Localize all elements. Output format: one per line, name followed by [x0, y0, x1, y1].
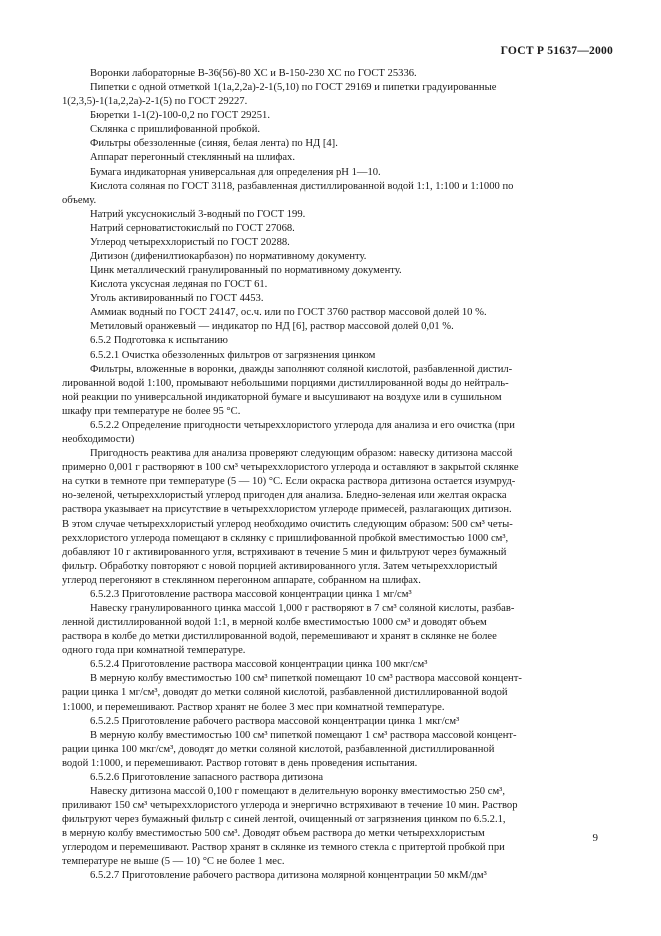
text-line: 1(2,3,5)-1(1а,2,2а)-2-1(5) по ГОСТ 29227.: [62, 96, 248, 108]
text-line: необходимости): [62, 434, 135, 446]
text-line: В мерную колбу вместимостью 100 см³ пипеткой помещают 10 см³ раствора массовой концент-: [90, 673, 522, 685]
text-line: рации цинка 100 мкг/см³, доводят до метки соляной кислотой, разбавленной дистиллированной: [62, 743, 495, 755]
text-line: фильтруют через бумажный фильтр с синей лентой, очищенный от загрязнения цинком по 6.5.2.1,: [62, 814, 506, 826]
text-line: 6.5.2.1 Очистка обеззоленных фильтров от загрязнения цинком: [90, 349, 376, 361]
text-line: лированной водой 1:100, промывают небольшими порциями дистиллированной воды до нейтраль-: [62, 377, 509, 389]
text-line: Дитизон (дифенилтиокарбазон) по нормативному документу.: [90, 251, 367, 263]
text-line: раствора в колбе до метки дистиллированной водой, перемешивают и хранят в склянке не более: [62, 631, 497, 643]
text-line: Бюретки 1-1(2)-100-0,2 по ГОСТ 29251.: [90, 110, 270, 122]
text-line: Уголь активированный по ГОСТ 4453.: [90, 293, 264, 305]
text-line: 1:1000, и перемешивают. Раствор хранят не более 3 мес при комнатной температуре.: [62, 701, 445, 713]
text-line: 6.5.2 Подготовка к испытанию: [90, 335, 228, 347]
text-line: углеродом и перемешивают. Раствор хранят в склянке из темного стекла с притертой пробкой при: [62, 842, 505, 854]
text-line: реххлористого углерода помещают в склянку с пришлифованной пробкой вместимостью 1000 см³,: [62, 532, 509, 544]
text-line: ной реакции по универсальной индикаторной бумаге и высушивают на воздухе или в сушильном: [62, 391, 502, 403]
text-line: Аппарат перегонный стеклянный на шлифах.: [90, 152, 295, 164]
text-line: но-зеленой, четыреххлористый углерод пригоден для анализа. Бледно-зеленая или желтая окраска: [62, 490, 507, 502]
text-line: Навеску дитизона массой 0,100 г помещают в делительную воронку вместимостью 250 см³,: [90, 785, 505, 797]
document-body: [62, 67, 600, 884]
text-line: Пипетки с одной отметкой 1(1а,2,2а)-2-1(5,10) по ГОСТ 29169 и пипетки градуированные: [90, 82, 497, 94]
text-line: Углерод четыреххлористый по ГОСТ 20288.: [90, 236, 290, 248]
text-line: приливают 150 см³ четыреххлористого углерода и энергично встряхивают в течение 10 мин. Раствор: [62, 800, 518, 812]
text-line: добавляют 10 г активированного угля, встряхивают в течение 5 мин и фильтруют через бумажный: [62, 546, 507, 558]
text-line: на сутки в темноте при температуре (5 — 10) °С. Если окраска раствора дитизона остается изумруд-: [62, 476, 516, 488]
text-line: Цинк металлический гранулированный по нормативному документу.: [90, 265, 402, 277]
text-line: углерод перегоняют в стеклянном перегонном аппарате, собранном на шлифах.: [62, 574, 421, 586]
text-line: рации цинка 1 мг/см³, доводят до метки соляной кислотой, разбавленной дистиллированной водой: [62, 687, 508, 699]
text-line: Склянка с пришлифованной пробкой.: [90, 124, 261, 136]
standard-designation: ГОСТ Р 51637—2000: [500, 44, 613, 57]
text-line: Метиловый оранжевый — индикатор по НД [6], раствор массовой долей 0,01 %.: [90, 321, 454, 333]
text-line: в мерную колбу вместимостью 500 см³. Доводят объем раствора до метки четыреххлористым: [62, 828, 485, 840]
text-line: шкафу при температуре не более 95 °С.: [62, 405, 241, 417]
text-line: Кислота соляная по ГОСТ 3118, разбавленная дистиллированной водой 1:1, 1:100 и 1:1000 по: [90, 180, 514, 192]
text-line: 6.5.2.3 Приготовление раствора массовой концентрации цинка 1 мг/см³: [90, 588, 412, 600]
text-line: объему.: [62, 194, 97, 206]
text-line: Воронки лабораторные В-36(56)-80 ХС и В-150-230 ХС по ГОСТ 25336.: [90, 68, 417, 79]
text-line: Фильтры, вложенные в воронки, дважды заполняют соляной кислотой, разбавленной дистил-: [90, 363, 513, 375]
text-line: Аммиак водный по ГОСТ 24147, ос.ч. или по ГОСТ 3760 раствор массовой долей 10 %.: [90, 307, 487, 319]
text-line: Пригодность реактива для анализа проверяют следующим образом: навеску дитизона массой: [90, 448, 513, 460]
text-line: Натрий уксуснокислый 3-водный по ГОСТ 199.: [90, 208, 306, 220]
page-number: 9: [592, 832, 598, 844]
text-line: водой 1:1000, и перемешивают. Раствор готовят в день проведения испытания.: [62, 757, 418, 769]
text-line: температуре не выше (5 — 10) °С не более 1 мес.: [62, 856, 285, 868]
text-line: Фильтры обеззоленные (синяя, белая лента) по НД [4].: [90, 138, 338, 150]
text-line: 6.5.2.2 Определение пригодности четыреххлористого углерода для анализа и его очистка (при: [90, 419, 515, 431]
text-line: 6.5.2.5 Приготовление рабочего раствора массовой концентрации цинка 1 мкг/см³: [90, 715, 460, 727]
text-line: ленной дистиллированной водой 1:1, в мерной колбе вместимостью 1000 см³ и доводят объем: [62, 617, 487, 629]
text-line: примерно 0,001 г растворяют в 100 см³ четыреххлористого углерода и оставляют в закрытой склянке: [62, 462, 519, 474]
text-line: 6.5.2.6 Приготовление запасного раствора дитизона: [90, 771, 324, 783]
text-line: 6.5.2.7 Приготовление рабочего раствора дитизона молярной концентрации 50 мкМ/дм³: [90, 870, 487, 882]
text-line: В этом случае четыреххлористый углерод необходимо очистить следующим образом: 500 см³ четы-: [62, 518, 513, 530]
text-line: Кислота уксусная ледяная по ГОСТ 61.: [90, 279, 268, 291]
text-line: Бумага индикаторная универсальная для определения рН 1—10.: [90, 166, 381, 178]
text-line: одного года при комнатной температуре.: [62, 645, 246, 657]
text-line: Натрий серноватистокислый по ГОСТ 27068.: [90, 222, 295, 234]
text-line: В мерную колбу вместимостью 100 см³ пипеткой помещают 1 см³ раствора массовой концент-: [90, 729, 517, 741]
text-line: фильтр. Обработку повторяют с новой порцией активированного угля. Затем четыреххлористый: [62, 560, 498, 572]
text-line: раствора указывает на присутствие в четыреххлористом углероде примесей, разлагающих дитизон.: [62, 504, 512, 516]
text-line: 6.5.2.4 Приготовление раствора массовой концентрации цинка 100 мкг/см³: [90, 659, 428, 671]
text-line: Навеску гранулированного цинка массой 1,000 г растворяют в 7 см³ соляной кислоты, разбав-: [90, 602, 515, 614]
